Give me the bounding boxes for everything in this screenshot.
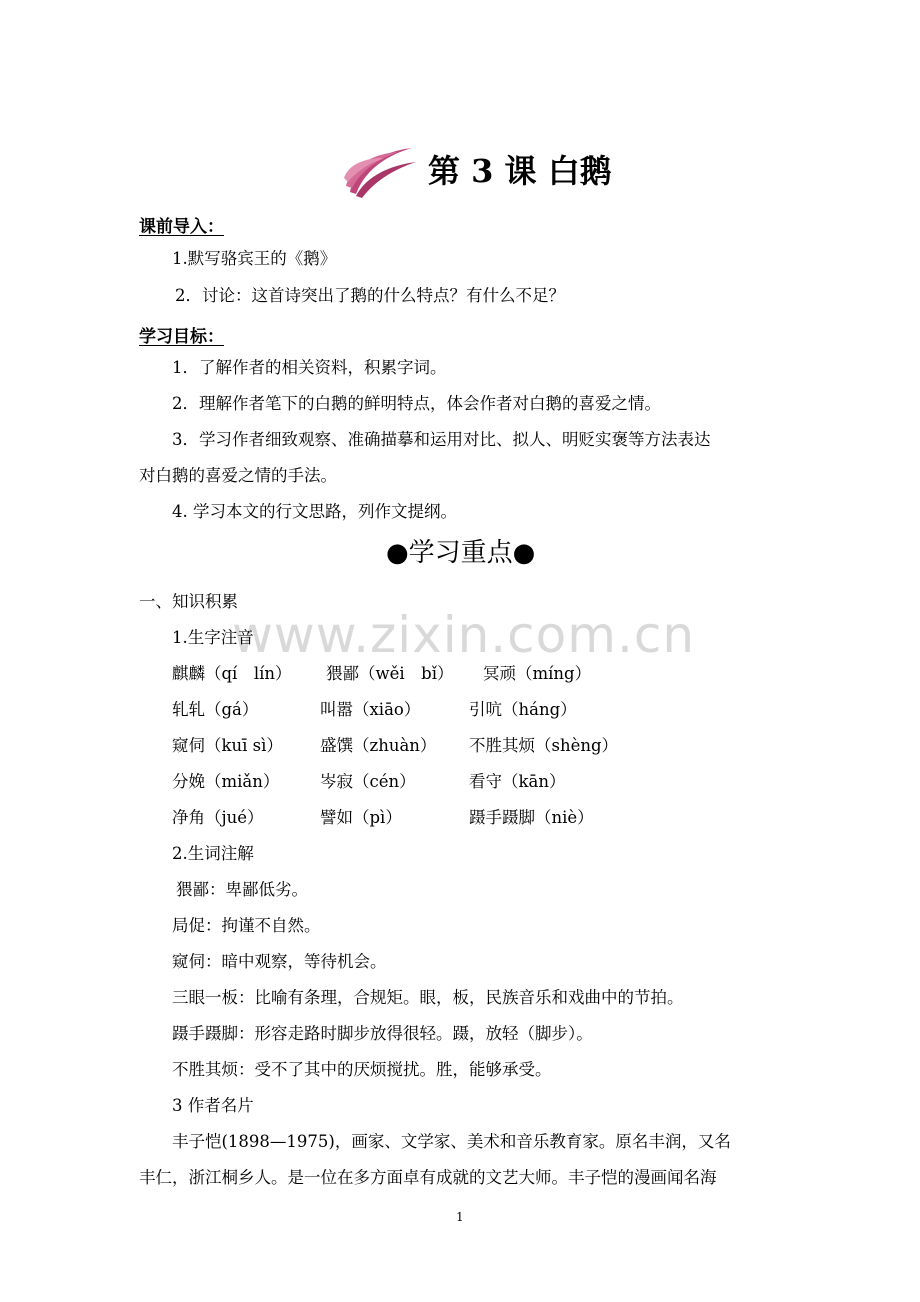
- pinyin-entry: 譬如（pì）: [320, 808, 402, 827]
- pinyin-entry: 冥顽（míng）: [483, 664, 592, 683]
- pinyin-entry: 麒麟（qí lín）: [172, 664, 292, 683]
- goal-item: 4. 学习本文的行文思路，列作文提纲。: [172, 502, 457, 521]
- vocab-item: 三眼一板：比喻有条理，合规矩。眼，板，民族音乐和戏曲中的节拍。: [172, 988, 684, 1007]
- pre-class-item: 2．讨论：这首诗突出了鹅的什么特点？有什么不足？: [175, 286, 565, 305]
- pinyin-entry: 净角（jué）: [172, 808, 264, 827]
- goal-item-continued: 对白鹅的喜爱之情的手法。: [139, 466, 337, 485]
- section-heading: 一、知识积累: [139, 592, 238, 611]
- vocab-title: 2.生词注解: [172, 844, 254, 863]
- author-title: 3 作者名片: [172, 1096, 254, 1115]
- pinyin-entry: 分娩（miǎn）: [172, 772, 280, 791]
- pinyin-entry: 看守（kān）: [469, 772, 566, 791]
- pinyin-entry: 引吭（háng）: [469, 700, 577, 719]
- vocab-item: 蹑手蹑脚：形容走路时脚步放得很轻。蹑，放轻（脚步）。: [172, 1024, 593, 1043]
- pinyin-entry: 不胜其烦（shèng）: [469, 736, 619, 755]
- pinyin-entry: 蹑手蹑脚（niè）: [469, 808, 594, 827]
- goal-item: 1．了解作者的相关资料，积累字词。: [172, 358, 447, 377]
- goal-item: 3．学习作者细致观察、准确描摹和运用对比、拟人、明贬实褒等方法表达: [172, 430, 711, 449]
- pinyin-entry: 轧轧（gá）: [172, 700, 259, 719]
- pinyin-entry: 岑寂（cén）: [320, 772, 416, 791]
- pinyin-entry: 叫嚣（xiāo）: [320, 700, 421, 719]
- pinyin-entry: 盛馔（zhuàn）: [320, 736, 437, 755]
- watermark: www.zixin.com.cn: [232, 606, 696, 664]
- vocab-item: 猥鄙：卑鄙低劣。: [176, 880, 308, 899]
- pre-class-item: 1.默写骆宾王的《鹅》: [172, 249, 337, 268]
- feather-logo-icon: [340, 142, 420, 198]
- author-paragraph-line: 丰仁，浙江桐乡人。是一位在多方面卓有成就的文艺大师。丰子恺的漫画闻名海: [139, 1168, 717, 1187]
- pinyin-title: 1.生字注音: [172, 628, 254, 647]
- focus-heading: ●学习重点●: [386, 538, 536, 568]
- pinyin-entry: 窥伺（kuī sì）: [172, 736, 283, 755]
- vocab-item: 不胜其烦：受不了其中的厌烦搅扰。胜，能够承受。: [172, 1060, 552, 1079]
- vocab-item: 局促：拘谨不自然。: [172, 916, 321, 935]
- author-paragraph-line: 丰子恺(1898—1975)，画家、文学家、美术和音乐教育家。原名丰润，又名: [172, 1132, 731, 1151]
- goals-heading: 学习目标：: [139, 327, 224, 347]
- goal-item: 2．理解作者笔下的白鹅的鲜明特点，体会作者对白鹅的喜爱之情。: [172, 394, 661, 413]
- pinyin-entry: 猥鄙（wěi bǐ）: [326, 664, 454, 683]
- page-title: 第 3 课 白鹅: [428, 152, 612, 190]
- pre-class-heading: 课前导入：: [139, 217, 224, 237]
- page-number: 1: [456, 1210, 464, 1224]
- vocab-item: 窥伺：暗中观察，等待机会。: [172, 952, 387, 971]
